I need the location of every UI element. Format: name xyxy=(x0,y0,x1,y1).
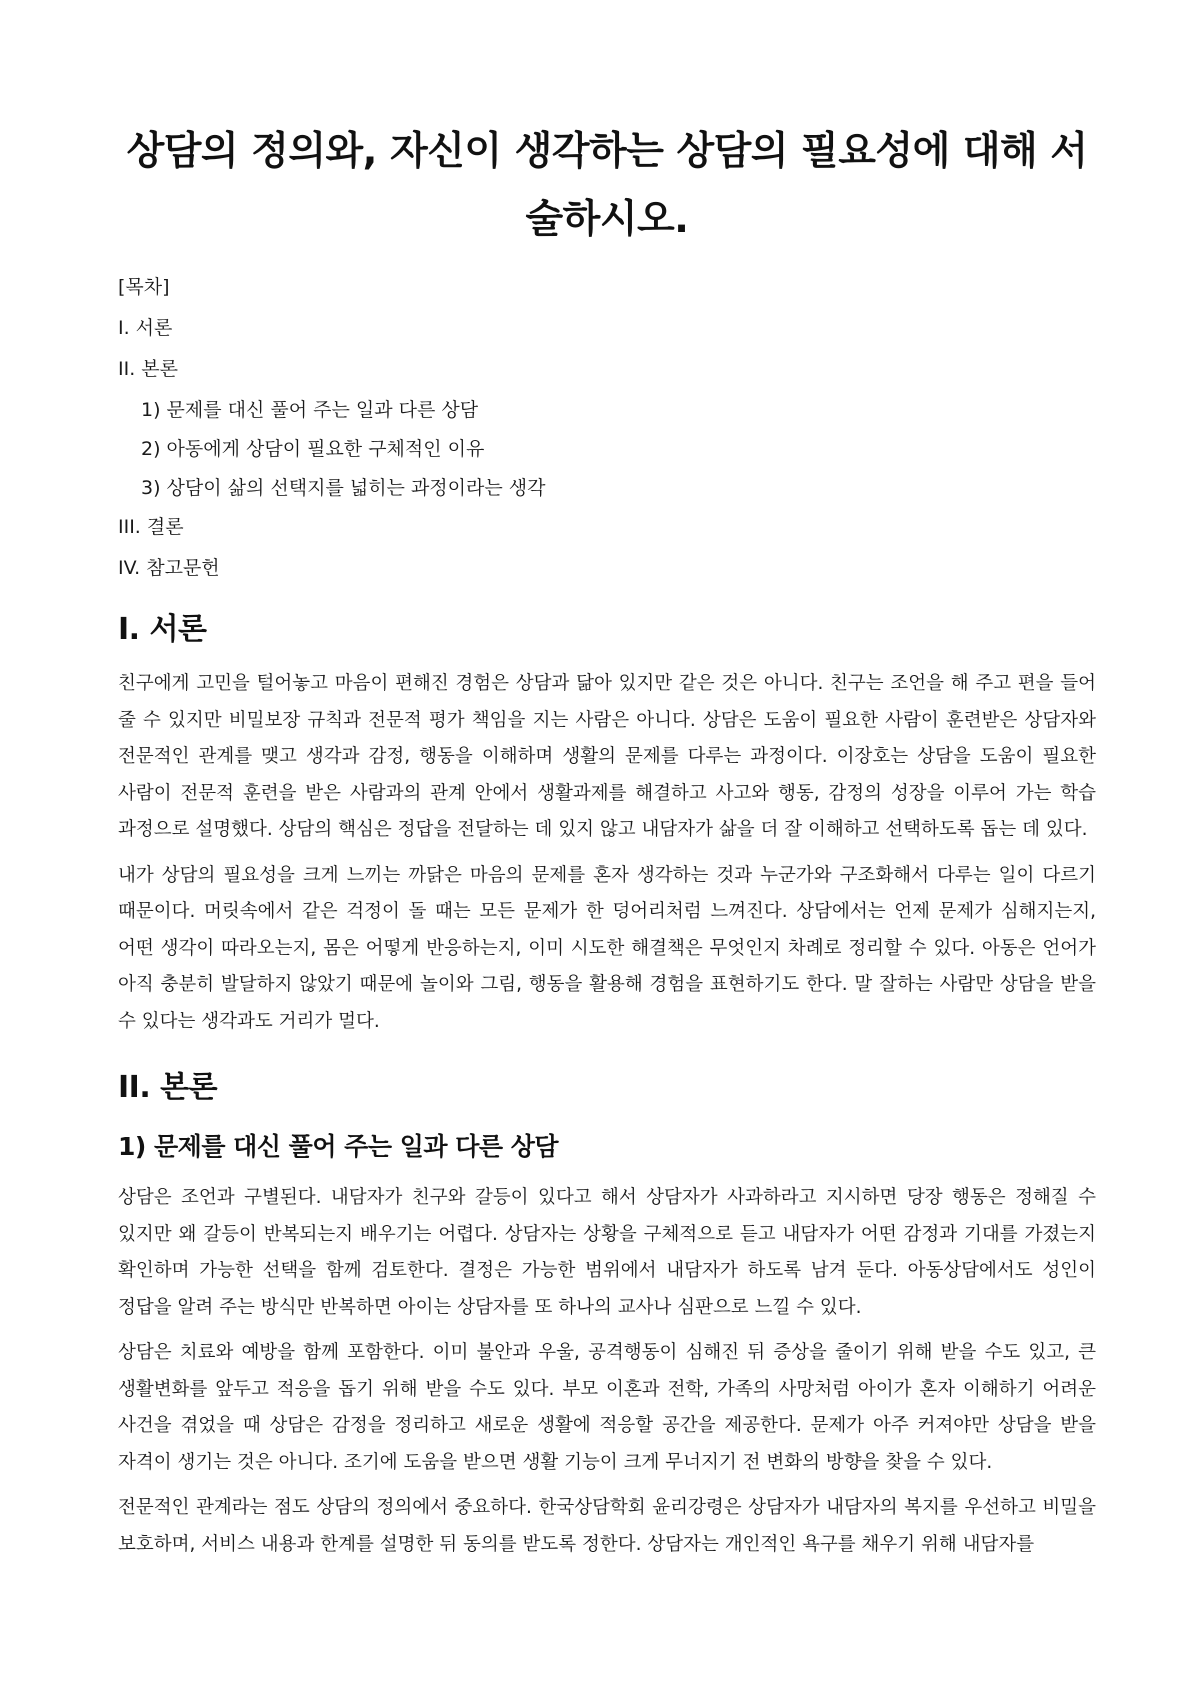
toc-item-body-sub1: 1) 문제를 대신 풀어 주는 일과 다른 상담 xyxy=(141,399,479,421)
section-heading-intro: I. 서론 xyxy=(118,612,207,647)
toc-item-references: IV. 참고문헌 xyxy=(118,557,220,579)
body-sub1-paragraph-1: 상담은 조언과 구별된다. 내담자가 친구와 갈등이 있다고 해서 상담자가 사과하라고 지시하면 당장 행동은 정해질 수 있지만 왜 갈등이 반복되는지 배우기는 어렵다. 상담자는 상황을 구체적으로 듣고 내담자가 어떤 감정과 기대를 가졌는지 확인하며 가능한 선택을 함께 검토한다. 결정은 가능한 범위에서 내담자가 하도록 남겨 둔다. 아동상담에서도 성인이 정답을 알려 주는 방식만 반복하면 아이는 상담자를 또 하나의 교사나 심판으로 느낄 수 있다. xyxy=(118,1187,1096,1318)
toc-heading: [목차] xyxy=(118,276,170,298)
document-page xyxy=(118,0,1096,1572)
intro-paragraph-1: 친구에게 고민을 털어놓고 마음이 편해진 경험은 상담과 닮아 있지만 같은 것은 아니다. 친구는 조언을 해 주고 편을 들어 줄 수 있지만 비밀보장 규칙과 전문적 평가 책임을 지는 사람은 아니다. 상담은 도움이 필요한 사람이 훈련받은 상담자와 전문적인 관계를 맺고 생각과 감정, 행동을 이해하며 생활의 문제를 다루는 과정이다. 이장호는 상담을 도움이 필요한 사람이 전문적 훈련을 받은 사람과의 관계 안에서 생활과제를 해결하고 사고와 행동, 감정의 성장을 이루어 가는 학습 과정으로 설명했다. 상담의 핵심은 정답을 전달하는 데 있지 않고 내담자가 삶을 더 잘 이해하고 선택하도록 돕는 데 있다. xyxy=(118,673,1097,840)
toc-item-body-sub3: 3) 상담이 삶의 선택지를 넓히는 과정이라는 생각 xyxy=(141,477,546,499)
intro-paragraph-2: 내가 상담의 필요성을 크게 느끼는 까닭은 마음의 문제를 혼자 생각하는 것과 누군가와 구조화해서 다루는 일이 다르기 때문이다. 머릿속에서 같은 걱정이 돌 때는 모든 문제가 한 덩어리처럼 느껴진다. 상담에서는 언제 문제가 심해지는지, 어떤 생각이 따라오는지, 몸은 어떻게 반응하는지, 이미 시도한 해결책은 무엇인지 차례로 정리할 수 있다. 아동은 언어가 아직 충분히 발달하지 않았기 때문에 놀이와 그림, 행동을 활용해 경험을 표현하기도 한다. 말 잘하는 사람만 상담을 받을 수 있다는 생각과도 거리가 멀다. xyxy=(118,864,1096,1032)
table-of-contents xyxy=(118,274,1096,582)
body-sub1-paragraph-3: 전문적인 관계라는 점도 상담의 정의에서 중요하다. 한국상담학회 윤리강령은 상담자가 내담자의 복지를 우선하고 비밀을 보호하며, 서비스 내용과 한계를 설명한 뒤 동의를 받도록 정한다. 상담자는 개인적인 욕구를 채우기 위해 내담자를 xyxy=(118,1497,1096,1555)
document-title: 상담의 정의와, 자신이 생각하는 상담의 필요성에 대해 서술하시오. xyxy=(126,129,1088,242)
toc-item-body: II. 본론 xyxy=(118,358,178,380)
toc-item-body-sub2: 2) 아동에게 상담이 필요한 구체적인 이유 xyxy=(141,438,485,460)
toc-item-intro: I. 서론 xyxy=(118,317,173,339)
body-sub1-paragraph-2: 상담은 치료와 예방을 함께 포함한다. 이미 불안과 우울, 공격행동이 심해진 뒤 증상을 줄이기 위해 받을 수도 있고, 큰 생활변화를 앞두고 적응을 돕기 위해 받을 수도 있다. 부모 이혼과 전학, 가족의 사망처럼 아이가 혼자 이해하기 어려운 사건을 겪었을 때 상담은 감정을 정리하고 새로운 생활에 적응할 공간을 제공한다. 문제가 아주 커져야만 상담을 받을 자격이 생기는 것은 아니다. 조기에 도움을 받으면 생활 기능이 크게 무너지기 전 변화의 방향을 찾을 수 있다. xyxy=(118,1342,1097,1473)
section-heading-body: II. 본론 xyxy=(118,1070,218,1105)
toc-item-conclusion: III. 결론 xyxy=(118,516,184,538)
subsection-heading-1: 1) 문제를 대신 풀어 주는 일과 다른 상담 xyxy=(118,1132,558,1161)
